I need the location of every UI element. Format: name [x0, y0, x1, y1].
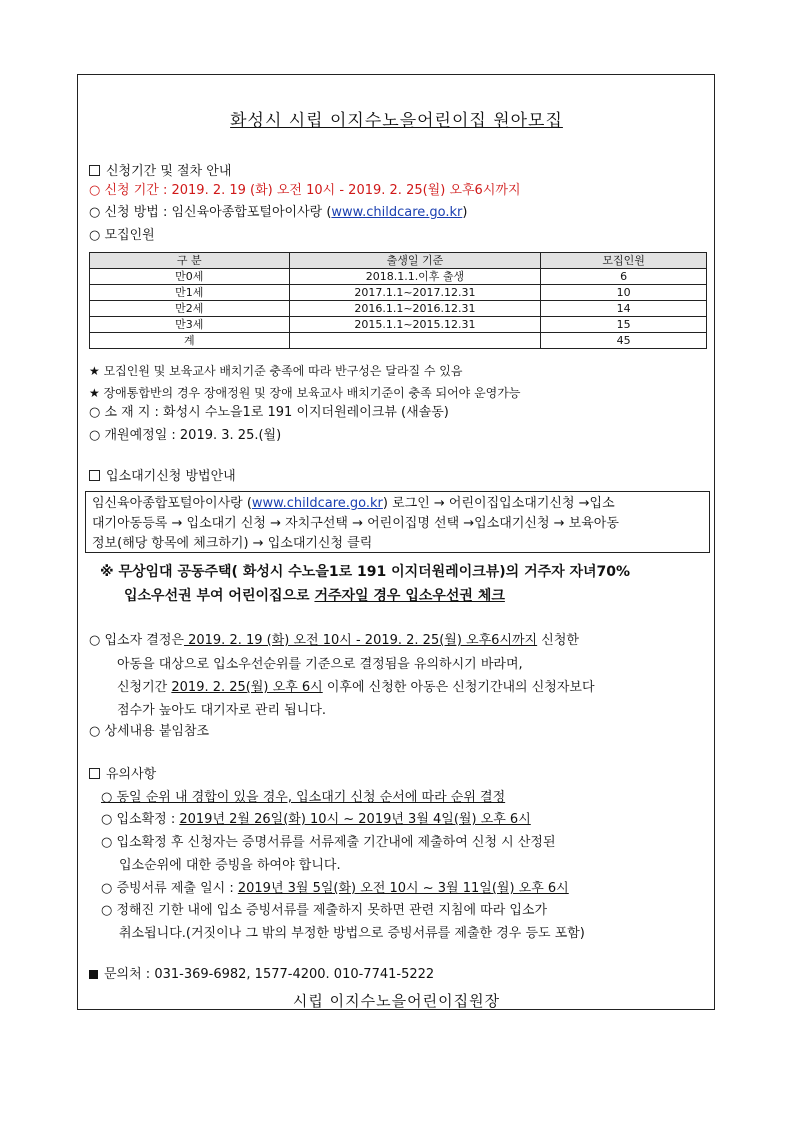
table-cell: 2018.1.1.이후 출생 [289, 269, 541, 285]
detail-reference: ○ 상세내용 붙임참조 [89, 724, 210, 739]
section-header-cautions [89, 766, 156, 784]
decision-line4: 점수가 높아도 대기자로 관리 됩니다. [117, 703, 327, 718]
procedure-line: 정보(해당 항목에 체크하기) → 입소대기신청 클릭 [92, 536, 373, 551]
contact-text: 문의처 : 031-369-6982, 1577-4200. 010-7741-5222 [104, 967, 435, 982]
procedure-line: 대기아동등록 → 입소대기 신청 → 자치구선택 → 어린이집명 선택 →입소대기신청 → 보육아동 [92, 516, 619, 531]
decision-text: 이후에 신청한 아동은 신청기간내의 신청자보다 [322, 680, 595, 695]
application-period: ○ 신청 기간 : 2019. 2. 19 (화) 오전 10시 - 2019. 2. 25(월) 오후6시까지 [89, 183, 521, 198]
caution-underlined: 2019년 3월 5일(화) 오전 10시 ~ 3월 11일(월) 오후 6시 [237, 881, 569, 896]
table-header: 출생일 기준 [289, 253, 541, 269]
application-method [89, 204, 467, 222]
childcare-link[interactable]: www.childcare.go.kr [251, 496, 383, 511]
page-title: 화성시 시립 이지수노을어린이집 원아모집 [230, 111, 563, 131]
table-cell: 10 [541, 285, 707, 301]
method-close: ) [462, 205, 468, 220]
caution-1 [101, 789, 505, 807]
square-bullet-icon [89, 970, 98, 979]
decision-line1 [89, 632, 579, 650]
caution-3-line1: ○ 입소확정 후 신청자는 증명서류를 서류제출 기간내에 제출하여 신청 시 산정된 [101, 835, 556, 850]
priority-underlined: 거주자일 경우 입소우선권 체크 [314, 588, 505, 604]
caution-5-line2: 취소됩니다.(거짓이나 그 밖의 부정한 방법으로 증빙서류를 제출한 경우 등도 포함) [119, 926, 585, 941]
table-cell: 만1세 [90, 285, 290, 301]
caution-underlined: 2019년 2월 26일(화) 10시 ~ 2019년 3월 4일(월) 오후 6시 [179, 812, 531, 827]
table-row [90, 301, 707, 317]
table-header-row [90, 253, 707, 269]
section-header-text: 신청기간 및 절차 안내 [106, 164, 232, 179]
recruit-header: ○ 모집인원 [89, 228, 155, 243]
table-total-row [90, 333, 707, 349]
address: ○ 소 재 지 : 화성시 수노을1로 191 이지더원레이크뷰 (새솔동) [89, 405, 449, 420]
caution-text: ○ 증빙서류 제출 일시 : [101, 881, 238, 896]
note-disability-class: ★ 장애통합반의 경우 장애정원 및 장애 보육교사 배치기준이 충족 되어야 운영가능 [89, 386, 521, 400]
caution-2 [101, 811, 531, 829]
childcare-link[interactable]: www.childcare.go.kr [331, 205, 463, 220]
decision-text: 신청한 [537, 633, 579, 648]
table-cell: 만2세 [90, 301, 290, 317]
section-header-text: 입소대기신청 방법안내 [106, 469, 236, 484]
table-cell: 2017.1.1~2017.12.31 [289, 285, 541, 301]
checkbox-icon [89, 165, 100, 176]
method-text: ○ 신청 방법 : 임신육아종합포털아이사랑 ( [89, 205, 332, 220]
table-cell: 45 [541, 333, 707, 349]
page-title-wrap [0, 106, 793, 131]
contact-info [89, 966, 434, 984]
decision-line2: 아동을 대상으로 입소우선순위를 기준으로 결정됨을 유의하시기 바라며, [117, 657, 523, 672]
table-cell: 2015.1.1~2015.12.31 [289, 317, 541, 333]
table-cell: 6 [541, 269, 707, 285]
table-row [90, 317, 707, 333]
caution-3-line2: 입소순위에 대한 증빙을 하여야 합니다. [119, 858, 341, 873]
section-header-text: 유의사항 [106, 767, 157, 782]
checkbox-icon [89, 768, 100, 779]
table-row [90, 285, 707, 301]
table-cell: 계 [90, 333, 290, 349]
priority-notice-line1: ※ 무상임대 공동주택( 화성시 수노을1로 191 이지더원레이크뷰)의 거주자 자녀70% [100, 564, 631, 580]
table-header: 구 분 [90, 253, 290, 269]
procedure-text: 임신육아종합포털아이사랑 ( [92, 496, 252, 511]
table-cell: 14 [541, 301, 707, 317]
caution-text: ○ 입소확정 : [101, 812, 180, 827]
opening-date: ○ 개원예정일 : 2019. 3. 25.(월) [89, 428, 282, 443]
section-header-application [89, 163, 231, 181]
procedure-text: ) 로그인 → 어린이집입소대기신청 →입소 [382, 496, 615, 511]
decision-line3 [117, 679, 595, 697]
caution-5-line1: ○ 정해진 기한 내에 입소 증빙서류를 제출하지 못하면 관련 지침에 따라 입소가 [101, 903, 548, 918]
table-cell: 만3세 [90, 317, 290, 333]
waitlist-procedure-box [85, 491, 710, 553]
signature: 시립 이지수노을어린이집원장 [292, 992, 501, 1010]
decision-underlined: 2019. 2. 25(월) 오후 6시 [171, 680, 323, 695]
decision-text: ○ 입소자 결정은 [89, 633, 184, 648]
decision-underlined: 2019. 2. 19 (화) 오전 10시 - 2019. 2. 25(월) 오후6시까지 [183, 633, 538, 648]
decision-text: 신청기간 [117, 680, 172, 695]
table-cell: 만0세 [90, 269, 290, 285]
table-row [90, 269, 707, 285]
section-header-waitlist [89, 468, 236, 486]
table-cell [289, 333, 541, 349]
recruitment-table [89, 252, 707, 349]
note-class-composition: ★ 모집인원 및 보육교사 배치기준 충족에 따라 반구성은 달라질 수 있음 [89, 364, 463, 378]
priority-text: 입소우선권 부여 어린이집으로 [124, 588, 315, 604]
caution-4 [101, 880, 569, 898]
priority-notice-line2 [124, 587, 505, 605]
checkbox-icon [89, 470, 100, 481]
table-cell: 15 [541, 317, 707, 333]
table-cell: 2016.1.1~2016.12.31 [289, 301, 541, 317]
table-header: 모집인원 [541, 253, 707, 269]
procedure-line [92, 494, 703, 514]
caution-text: ○ 동일 순위 내 경합이 있을 경우, 입소대기 신청 순서에 따라 순위 결정 [101, 790, 506, 805]
